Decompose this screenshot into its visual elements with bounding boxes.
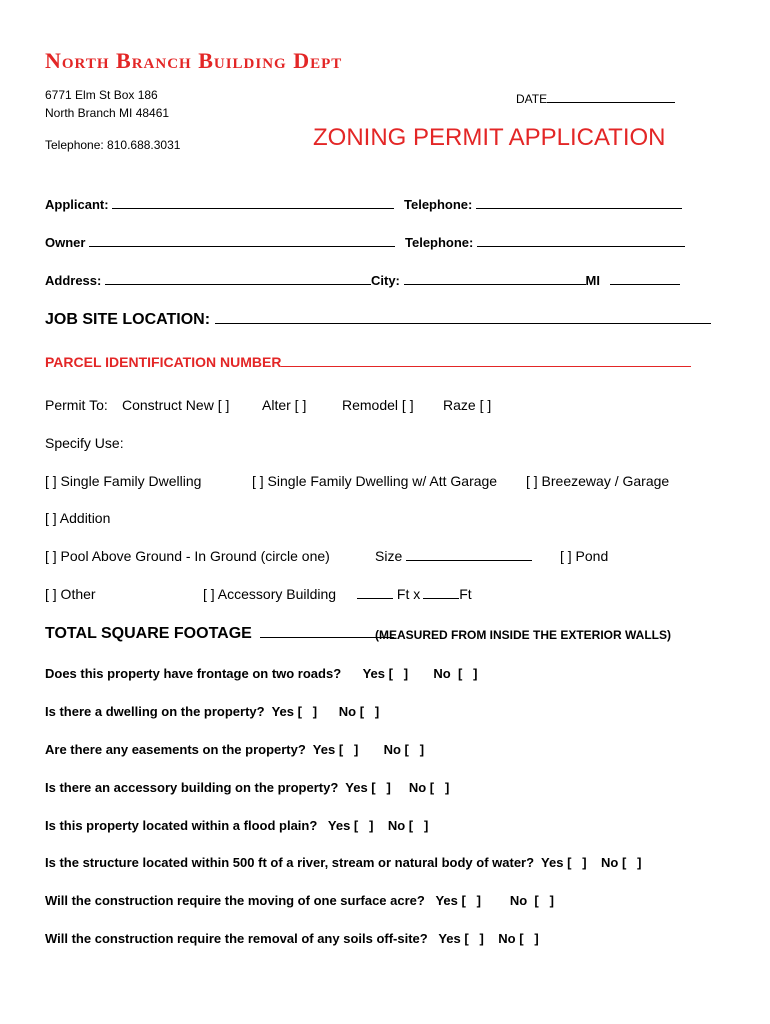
question-surface-acre[interactable]: Will the construction require the moving of one surface acre? Yes [ ] No [ ] (45, 893, 554, 908)
question-flood-plain[interactable]: Is this property located within a flood plain? Yes [ ] No [ ] (45, 818, 429, 833)
form-title: ZONING PERMIT APPLICATION (313, 124, 666, 151)
address-row (45, 272, 680, 288)
raze-checkbox[interactable]: Raze [ ] (443, 397, 492, 413)
city-blank[interactable] (404, 272, 586, 285)
telephone-label-1: Telephone: (404, 197, 473, 212)
job-site-row (45, 309, 711, 329)
applicant-telephone-row (404, 196, 682, 212)
department-name: North Branch Building Dept (45, 48, 343, 73)
parcel-label: PARCEL IDENTIFICATION NUMBER (45, 354, 282, 370)
question-accessory-building[interactable]: Is there an accessory building on the property? Yes [ ] No [ ] (45, 780, 450, 795)
width-blank[interactable] (423, 586, 459, 599)
address-line-1: 6771 Elm St Box 186 (45, 88, 158, 102)
square-footage-note: (MEASURED FROM INSIDE THE EXTERIOR WALLS) (375, 628, 672, 642)
square-footage-row (45, 625, 394, 643)
date-field[interactable] (516, 90, 675, 106)
owner-telephone-row (405, 234, 685, 250)
ft-label: Ft (459, 586, 472, 602)
length-blank[interactable] (357, 586, 393, 599)
pool-checkbox[interactable]: [ ] Pool Above Ground - In Ground (circle one) (45, 548, 330, 564)
date-label: DATE (516, 92, 548, 106)
size-blank[interactable] (406, 548, 532, 561)
single-family-checkbox[interactable]: [ ] Single Family Dwelling (45, 473, 202, 489)
ft-x-label: Ft x (396, 586, 421, 602)
applicant-row (45, 196, 394, 212)
permit-label: Permit To: (45, 397, 108, 413)
construct-new-checkbox[interactable]: Construct New [ ] (122, 397, 230, 413)
owner-blank[interactable] (89, 234, 395, 247)
address-label: Address: (45, 273, 102, 288)
addition-checkbox[interactable]: [ ] Addition (45, 510, 111, 526)
parcel-row (45, 354, 691, 370)
breezeway-checkbox[interactable]: [ ] Breezeway / Garage (526, 473, 670, 489)
remodel-checkbox[interactable]: Remodel [ ] (342, 397, 414, 413)
single-family-garage-checkbox[interactable]: [ ] Single Family Dwelling w/ Att Garage (252, 473, 498, 489)
city-label: City: (370, 273, 400, 288)
job-site-label: JOB SITE LOCATION: (45, 311, 211, 328)
owner-telephone-blank[interactable] (477, 234, 685, 247)
parcel-blank[interactable] (281, 354, 691, 367)
telephone-label-2: Telephone: (405, 235, 474, 250)
accessory-building-checkbox[interactable]: [ ] Accessory Building (203, 586, 337, 602)
square-footage-label: TOTAL SQUARE FOOTAGE (45, 625, 252, 642)
pond-checkbox[interactable]: [ ] Pond (560, 548, 609, 564)
applicant-label: Applicant: (45, 197, 109, 212)
applicant-blank[interactable] (112, 196, 394, 209)
size-label: Size (375, 548, 403, 564)
alter-checkbox[interactable]: Alter [ ] (262, 397, 307, 413)
address-blank[interactable] (105, 272, 371, 285)
question-dwelling[interactable]: Is there a dwelling on the property? Yes [ ] No [ ] (45, 704, 380, 719)
question-easements[interactable]: Are there any easements on the property? Yes [ ] No [ ] (45, 742, 425, 757)
question-frontage[interactable]: Does this property have frontage on two roads? Yes [ ] No [ ] (45, 666, 478, 681)
address-line-2: North Branch MI 48461 (45, 106, 170, 120)
department-telephone: Telephone: 810.688.3031 (45, 138, 181, 152)
question-river[interactable]: Is the structure located within 500 ft of a river, stream or natural body of water? Yes [ ] No [ ] (45, 855, 642, 870)
zip-blank[interactable] (610, 272, 680, 285)
specify-use-label: Specify Use: (45, 435, 124, 451)
other-checkbox[interactable]: [ ] Other (45, 586, 96, 602)
size-row (375, 548, 532, 564)
owner-row (45, 234, 395, 250)
question-soils[interactable]: Will the construction require the removal of any soils off-site? Yes [ ] No [ ] (45, 931, 539, 946)
job-site-blank[interactable] (215, 309, 711, 324)
applicant-telephone-blank[interactable] (476, 196, 682, 209)
dimensions-row (357, 586, 472, 602)
mi-label: MI (585, 273, 600, 288)
owner-label: Owner (45, 235, 86, 250)
date-blank[interactable] (547, 90, 675, 103)
